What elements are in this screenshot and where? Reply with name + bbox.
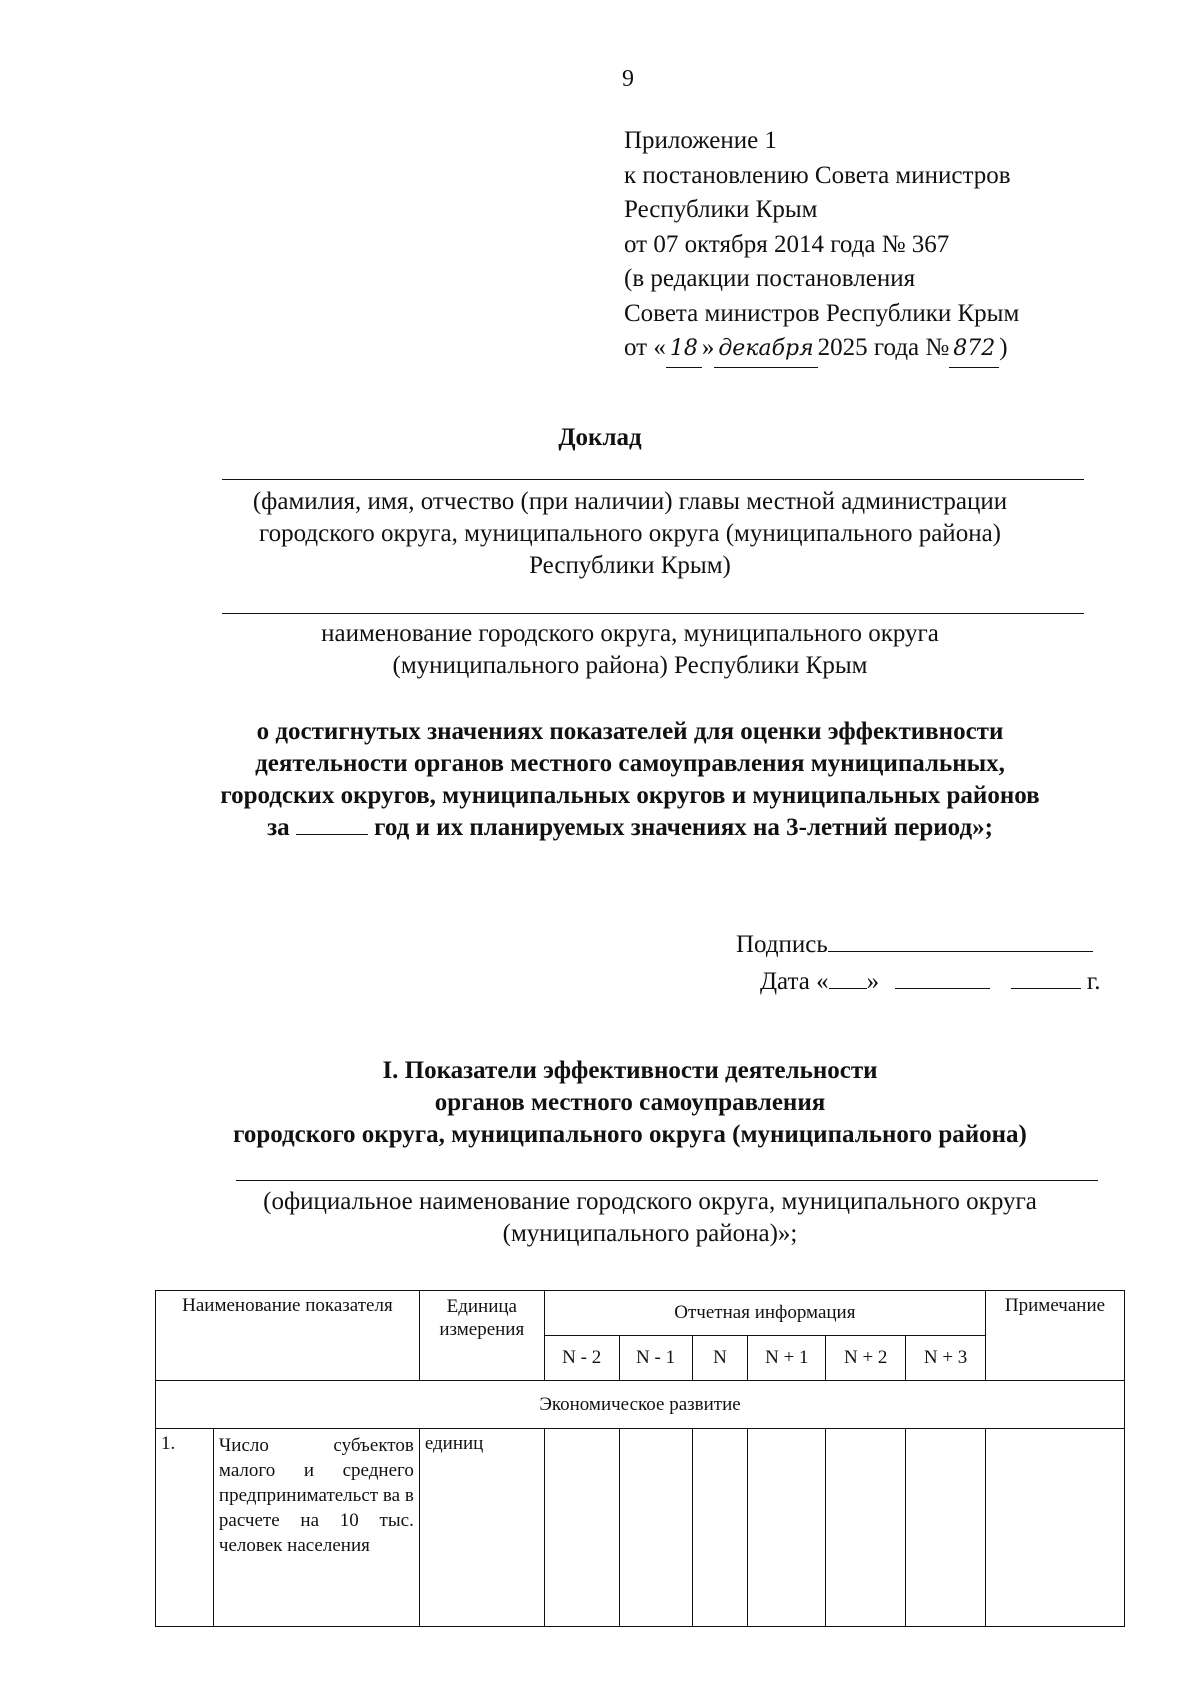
appendix-block [624, 124, 1104, 368]
period-header: N [692, 1336, 748, 1381]
group-row [156, 1381, 1125, 1429]
indicator-name: Число субъектов малого и среднего предпринимательст ва в расчете на 10 тыс. человек населения [213, 1429, 419, 1627]
group-economic-development: Экономическое развитие [156, 1381, 1125, 1429]
day-blank [829, 966, 867, 989]
amendment-date-line: от « 18 » декабря 2025 года № 872 ) [624, 331, 1104, 368]
header-note: Примечание [986, 1291, 1125, 1381]
official-name-caption: (официальное наименование городского округа, муниципального округа (муниципального района)»; [263, 1188, 1037, 1247]
period-header: N + 1 [748, 1336, 826, 1381]
value-cell [619, 1429, 692, 1627]
date-year-blank [1011, 966, 1081, 989]
report-title: Доклад [558, 424, 642, 451]
signature-line: Подпись [736, 929, 1093, 959]
period-header: N - 2 [544, 1336, 619, 1381]
signature-date-line: Дата « » г. [760, 968, 1101, 995]
report-subject: о достигнутых значениях показателей для оценки эффективности деятельности органов местного самоуправления муниципальных, городских округов, муниципальных округов и муниципальных районов за год и их планируемых значениях на 3-летний период»; [100, 716, 1160, 844]
handwritten-number: 872 [949, 332, 999, 368]
handwritten-month: декабря [714, 332, 817, 368]
head-caption: (фамилия, имя, отчество (при наличии) главы местной администрации городского округа, муниципального округа (муниципального района) Республики Крым) [252, 488, 1008, 579]
indicator-unit: единиц [419, 1429, 544, 1627]
appendix-line: (в редакции постановления [624, 265, 916, 292]
value-cell [906, 1429, 986, 1627]
head-name-line [222, 479, 1084, 480]
month-blank [895, 966, 990, 989]
district-caption: наименование городского округа, муниципального округа (муниципального района) Республики Крым [321, 620, 939, 679]
year-blank [296, 812, 368, 835]
period-header: N + 3 [906, 1336, 986, 1381]
handwritten-day: 18 [666, 332, 702, 368]
header-unit: Единица измерения [419, 1291, 544, 1381]
header-row [156, 1291, 1125, 1336]
period-header: N + 2 [826, 1336, 906, 1381]
appendix-line: к постановлению Совета министров [624, 161, 1011, 189]
table-row [156, 1429, 1125, 1627]
section-title: I. Показатели эффективности деятельности органов местного самоуправления городского округа, муниципального округа (муниципального района) [233, 1057, 1027, 1148]
district-name-line [222, 613, 1084, 614]
value-cell [692, 1429, 748, 1627]
appendix-line: Совета министров Республики Крым [624, 299, 1020, 327]
page-number: 9 [622, 66, 634, 92]
signature-blank [828, 929, 1093, 952]
appendix-line: Республики Крым [624, 196, 818, 223]
period-header: N - 1 [619, 1336, 692, 1381]
header-name: Наименование показателя [156, 1291, 420, 1381]
appendix-line: от 07 октября 2014 года № 367 [624, 230, 950, 258]
value-cell [544, 1429, 619, 1627]
indicators-table [155, 1290, 1125, 1627]
report-period-line: за год и их планируемых значениях на 3-летний период»; [267, 814, 993, 841]
appendix-line: Приложение 1 [624, 127, 777, 154]
official-name-line [236, 1180, 1098, 1181]
value-cell [826, 1429, 906, 1627]
note-cell [986, 1429, 1125, 1627]
value-cell [748, 1429, 826, 1627]
row-number: 1. [156, 1429, 214, 1627]
header-report: Отчетная информация [544, 1291, 985, 1336]
